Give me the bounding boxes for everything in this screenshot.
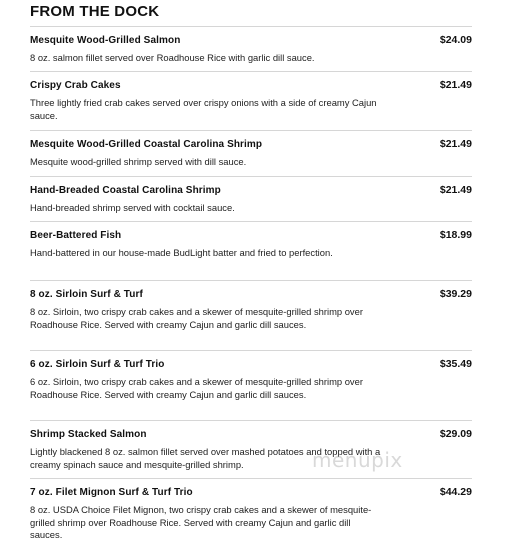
menu-item-header xyxy=(30,34,472,50)
menu-item-name: Crispy Crab Cakes xyxy=(30,80,121,91)
menu-item xyxy=(30,130,472,176)
menu-item-description: Mesquite wood-grilled shrimp served with dill sauce. xyxy=(30,156,247,167)
menu-item xyxy=(30,26,472,71)
menu-item-name: 6 oz. Sirloin Surf & Turf Trio xyxy=(30,359,165,370)
menu-item-price: $35.49 xyxy=(439,358,472,370)
menu-item-header xyxy=(30,138,472,154)
menu-item-price: $24.09 xyxy=(439,34,472,46)
menu-item-header xyxy=(30,486,472,502)
menu-item-name: Hand-Breaded Coastal Carolina Shrimp xyxy=(30,185,221,196)
menu-item-description: 8 oz. salmon fillet served over Roadhouse Rice with garlic dill sauce. xyxy=(30,52,315,63)
menu-item-description: Lightly blackened 8 oz. salmon fillet served over mashed potatoes and topped with a creamy spinach sauce and mesquite-grilled shrimp. xyxy=(30,446,381,470)
menu-item-description: 6 oz. Sirloin, two crispy crab cakes and a skewer of mesquite-grilled shrimp over Roadhouse Rice. Served with creamy Cajun and garlic dill sauces. xyxy=(30,376,363,400)
menu-item-price: $21.49 xyxy=(439,184,472,196)
menu-item-header xyxy=(30,79,472,95)
menu-section xyxy=(30,0,472,544)
menu-item-name: Beer-Battered Fish xyxy=(30,230,122,241)
menu-item xyxy=(30,350,472,420)
menu-item xyxy=(30,478,472,544)
menu-item-header xyxy=(30,184,472,200)
menu-item-description: Three lightly fried crab cakes served over crispy onions with a side of creamy Cajun sauce. xyxy=(30,97,377,121)
menu-item-header xyxy=(30,288,472,304)
watermark: menupix xyxy=(312,448,403,472)
menu-item-description: Hand-battered in our house-made BudLight batter and fried to perfection. xyxy=(30,247,333,258)
menu-item-price: $44.29 xyxy=(439,486,472,498)
menu-item-name: Mesquite Wood-Grilled Coastal Carolina Shrimp xyxy=(30,139,263,150)
section-title: FROM THE DOCK xyxy=(30,3,160,20)
menu-item-name: 8 oz. Sirloin Surf & Turf xyxy=(30,289,143,300)
menu-item-description: 8 oz. Sirloin, two crispy crab cakes and a skewer of mesquite-grilled shrimp over Roadhouse Rice. Served with creamy Cajun and garlic dill sauces. xyxy=(30,306,363,330)
menu-item xyxy=(30,71,472,130)
menu-item-description: 8 oz. USDA Choice Filet Mignon, two crispy crab cakes and a skewer of mesquite-grilled shrimp over Roadhouse Rice. Served with creamy Cajun and garlic dill sauces. xyxy=(30,504,372,540)
menu-item-price: $29.09 xyxy=(439,428,472,440)
menu-item-price: $21.49 xyxy=(439,79,472,91)
menu-item-description: Hand-breaded shrimp served with cocktail sauce. xyxy=(30,202,235,213)
menu-item-name: Mesquite Wood-Grilled Salmon xyxy=(30,35,181,46)
menu-item-price: $21.49 xyxy=(439,138,472,150)
menu-item-name: Shrimp Stacked Salmon xyxy=(30,429,147,440)
menu-item-price: $39.29 xyxy=(439,288,472,300)
menu-item-header xyxy=(30,428,472,444)
menu-item-header xyxy=(30,358,472,374)
menu-item xyxy=(30,221,472,280)
menu-item-header xyxy=(30,229,472,245)
menu-item xyxy=(30,420,472,478)
menu-item xyxy=(30,280,472,350)
menu-item-price: $18.99 xyxy=(439,229,472,241)
menu-item-name: 7 oz. Filet Mignon Surf & Turf Trio xyxy=(30,487,193,498)
menu-item xyxy=(30,176,472,221)
